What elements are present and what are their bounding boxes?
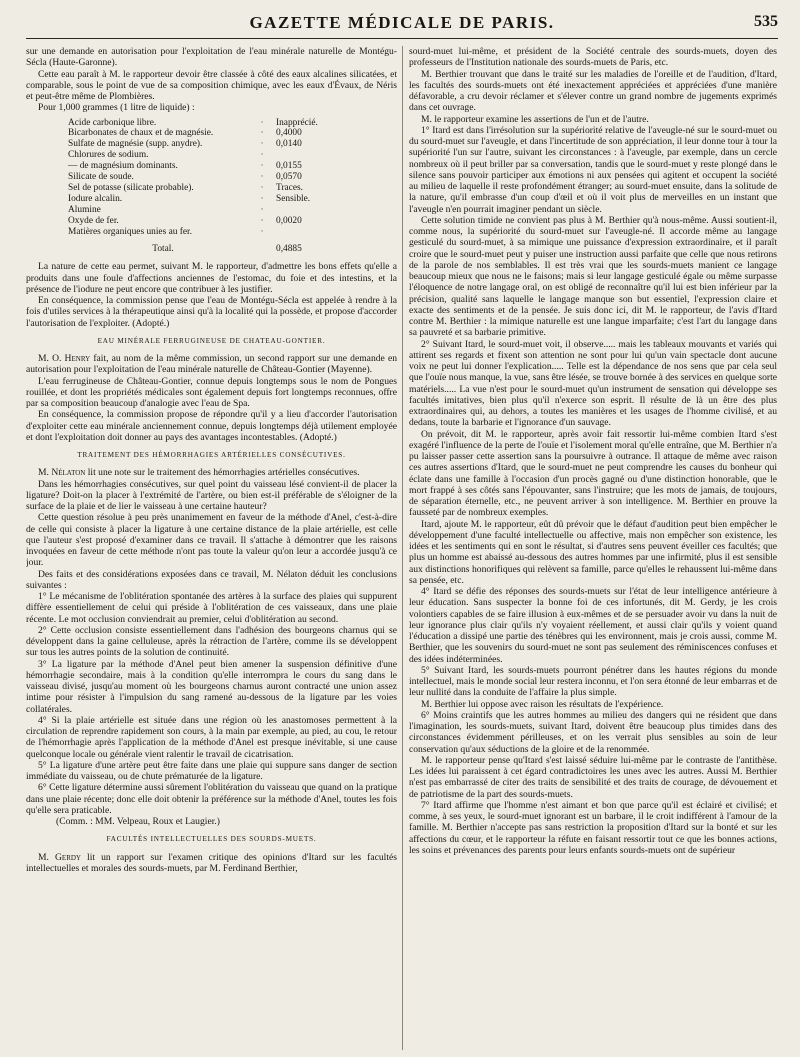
paragraph: Itard, ajoute M. le rapporteur, eût dû prévoir que le défaut d'audition peut bien empêcher le développement d'une faculté intellectuelle ou affective, mais non empêcher son existence, les idées et les sentiments qui en sont le résultat, si d'autres sens peuvent éveiller ces facultés; que plus un homme est abaissé au-dessous des autres hommes par une infirmité, plus il est sensible aux distinctions honorifiques qui relèvent sa famille, parce qu'elles le rehaussent lui-même dans sa pensée, etc. (409, 518, 777, 586)
analysis-row: — de magnésium dominants. · 0,0155 (68, 161, 318, 172)
analysis-substance: Iodure alcalin. (68, 193, 123, 204)
analysis-substance: Silicate de soude. (68, 172, 134, 183)
analysis-substance: — de magnésium dominants. (68, 161, 178, 172)
paragraph: M. le rapporteur pense qu'Itard s'est laissé séduire lui-même par le contraste de l'antithèse. Les idées lui paraissent à cet égard contradictoires les unes avec les autres. Aussi M. Berthier n'est pas embarrassé de citer des traits de sensibilité et des traits de courage, de dévouement et de patriotisme de la part des sourds-muets. (409, 754, 777, 800)
paragraph: 6° Moins craintifs que les autres hommes au milieu des dangers qui ne résident que dans l'imagination, les sourds-muets, suivant Itard, doivent être beaucoup plus timides dans des circonstances évidemment périlleuses, et on les verrait plus sensibles au soin de leur conservation qu'aux séductions de la gloire et de la renommée. (409, 709, 777, 755)
analysis-value: 0,4000 (276, 128, 302, 139)
analysis-row: Silicate de soude. · 0,0570 (68, 172, 318, 183)
running-header (26, 12, 778, 39)
paragraph: M. Gerdy lit un rapport sur l'examen critique des opinions d'Itard sur les facultés intellectuelles et morales des sourds-muets, par M. Ferdinand Berthier, (26, 851, 397, 874)
paragraph: 6° Cette ligature détermine aussi sûrement l'oblitération du vaisseau que quand on la pratique dans une plaie récente; donc elle doit obtenir la préférence sur la méthode d'Anel, toutes les fois qu'elle sera praticable. (26, 782, 397, 816)
analysis-value: Traces. (276, 182, 303, 193)
paragraph: sur une demande en autorisation pour l'exploitation de l'eau minérale naturelle de Montégu-Sécla (Haute-Garonne). (26, 46, 397, 69)
paragraph: 1° Itard est dans l'irrésolution sur la supériorité relative de l'aveugle-né sur le sourd-muet ou du sourd-muet sur l'aveugle, et dans l'incertitude de son appréciation, il leur donne tour à tour la supériorité l'un sur l'autre, suivant les circonstances : à l'aveugle, par exemple, dans un cercle nombreux où il peut briller par sa conversation, tandis que le sourd-muet y reste plongé dans le silence sans pouvoir participer aux émotions ni aux pensées qui agitent et occupent la société au milieu de laquelle il reste profondément étranger; au sourd-muet ensuite, dans la solitude de la nature, qu'il embrasse d'un coup d'œil et où il voit plus de merveilles en un instant que l'aveugle n'en pourrait imaginer pendant un siècle. (409, 124, 777, 215)
analysis-row: Oxyde de fer. · 0,0020 (68, 216, 318, 227)
analysis-substance: Sulfate de magnésie (supp. anydre). (68, 139, 203, 150)
analysis-value: 0,0155 (276, 161, 302, 172)
paragraph: On prévoit, dit M. le rapporteur, après avoir fait ressortir lui-même combien Itard s'est exagéré l'influence de la perte de l'ouïe et l'isolement moral qu'elle entraîne, que M. Berthier n'a pu laisser passer cette assertion sans la poursuivre à outrance. Il attaque de même avec raison ces autres assertions d'Itard, que le sourd-muet ne peut comprendre les causes du bonheur qui éclate dans une famille à l'occasion d'un procès gagné ou d'une distinction honorable, que le mort frappé à ses côtés sans l'épouvanter, sans l'instruire; que les mots de jamais, de toujours, de séparation éternelle, etc., ne peuvent arriver à son intelligence. M. Berthier en prouve la fausseté par de nombreux exemples. (409, 428, 777, 519)
paragraph: 5° Suivant Itard, les sourds-muets pourront pénétrer dans les hautes régions du monde intellectuel, mais le monde social leur restera inconnu, et l'on sera étonné de leur embarras et de leur nullité dans la conduite de l'affaire la plus simple. (409, 664, 777, 699)
section-heading: FACULTÉS INTELLECTUELLES DES SOURDS-MUETS. (106, 835, 317, 844)
analysis-row: Iodure alcalin. · Sensible. (68, 194, 318, 205)
total-label: Total. (152, 244, 174, 255)
analysis-substance: Chlorures de sodium. (68, 150, 149, 161)
analysis-value: Inapprécié. (276, 117, 318, 128)
paragraph: M. O. Henry fait, au nom de la même commission, un second rapport sur une demande en autorisation pour l'exploitation de l'eau minérale naturelle de Château-Gontier (Mayenne). (26, 353, 397, 376)
analysis-row: Acide carbonique libre. · Inapprécié. (68, 117, 318, 128)
paragraph: Pour 1,000 grammes (1 litre de liquide) : (38, 102, 195, 114)
paragraph: M. Berthier trouvant que dans le traité sur les maladies de l'oreille et de l'audition, d'Itard, les facultés des sourds-muets ont été inexactement appréciées et appréciées d'une manière défavorable, a cru devoir réclamer et s'élever contre un grand nombre de jugements exprimés dans cet ouvrage. (409, 68, 777, 114)
paragraph: Cette solution timide ne convient pas plus à M. Berthier qu'à nous-même. Aussi soutient-il, comme nous, la supériorité du sourd-muet sur l'aveugle-né. Il accorde même au langage gesticulé du sourd-muet, à sa mimique une puissance d'expression extraordinaire, et il paraît croire que le sourd-muet peut y puiser une instruction aussi parfaite que celle que nous retirons de la parole de nos semblables. Il est très vrai que les sourds-muets manient ce langage beaucoup mieux que nous ne le faisons; mais si leur langage gesticulé égale ou même surpasse l'éloquence de notre langage oral, on est obligé de reconnaître qu'il lui est bien inférieur par la précision, qualité sans laquelle le langage manque son but essentiel, l'expression claire et exacte des sentiments et de la pensée. Je suis donc ici, dit M. le rapporteur, de l'avis d'Itard contre M. Berthier : la mimique naturelle est une langue imparfaite; c'est l'art du langage dans sa pauvreté et sa barbarie primitive. (409, 214, 777, 339)
analysis-row: Alumine · (68, 205, 318, 216)
speaker-name: M. O. Henry (38, 353, 91, 365)
paragraph: 4° Itard se défie des réponses des sourds-muets sur l'état de leur intelligence antérieure à leur éducation. Sans suspecter la bonne foi de ces infortunés, dit M. Gerdy, je les crois volontiers capables de se faire illusion à eux-mêmes et de se persuader avoir vu dans la nuit de leur ignorance plus clair qu'ils n'y voyaient réellement, et aussi clair qu'ils y voient quand l'éducation a dissipé une partie des ténèbres qui les environnent, mais je crois aussi, comme M. Berthier, que les souvenirs du sourd-muet ne sont pas seulement des réminiscences confuses et des idées indéterminées. (409, 586, 777, 665)
analysis-row: Sulfate de magnésie (supp. anydre). · 0,0140 (68, 139, 318, 150)
total-row (68, 237, 318, 255)
paragraph: L'eau ferrugineuse de Château-Gontier, connue depuis longtemps sous le nom de Pongues rouillée, et dont les propriétés médicales sont également depuis fort longtemps reconnues, offre par sa composition beaucoup d'analogie avec l'eau de Spa. (26, 375, 397, 410)
paragraph: 3° La ligature par la méthode d'Anel peut bien amener la suspension définitive d'une hémorrhagie secondaire, mais à la condition qu'elle interrompra le cours du sang dans le vaisseau divisé, jusqu'au moment où les bourgeons charnus auront contracté une union assez intime pour résister à l'impulsion du sang ramené au-dessous de la ligature par les voies collatérales. (26, 658, 397, 715)
paragraph: Des faits et des considérations exposées dans ce travail, M. Nélaton déduit les conclusions suivantes : (26, 568, 397, 591)
paragraph: M. Berthier lui oppose avec raison les résultats de l'expérience. (421, 698, 664, 710)
analysis-value (266, 205, 318, 216)
paragraph: 7° Itard affirme que l'homme n'est aimant et bon que parce qu'il est éclairé et civilisé; et comme, à ses yeux, le sourd-muet ignorant est un barbare, il le croit indifférent à l'amour de la famille. M. Berthier n'accepte pas sans restriction la proposition d'Itard sur la bonté et sur les affections du cœur, et le rapporteur la réfute en faisant ressortir tout ce que les bonnes actions, les soins et prévenances des parents pour leurs enfants sourds-muets ont de supérieur (409, 799, 777, 856)
paragraph: 2° Cette occlusion consiste essentiellement dans l'adhésion des bourgeons charnus qui se développent dans la gaine celluleuse, après la rétraction de l'artère, comme ils se développent sur tous les autres points de la solution de continuité. (26, 624, 397, 659)
paragraph: sourd-muet lui-même, et président de la Société centrale des sourds-muets, doyen des professeurs de l'Institution nationale des sourds-muets de Paris, etc. (409, 46, 777, 69)
analysis-value (266, 227, 318, 238)
analysis-value: Sensible. (276, 193, 311, 204)
analysis-substance: Alumine (68, 204, 101, 215)
chemical-analysis-table (68, 118, 318, 256)
analysis-value (266, 150, 318, 161)
analysis-row: Bicarbonates de chaux et de magnésie. · 0,4000 (68, 128, 318, 139)
column-divider (402, 46, 403, 1050)
left-column (26, 46, 397, 1050)
paragraph: La nature de cette eau permet, suivant M. le rapporteur, d'admettre les bons effets qu'elle a produits dans une foule d'affections anciennes de l'estomac, du foie et des intestins, et la présence de l'iodure ne peut encore que contribuer à les justifier. (26, 261, 397, 295)
paragraph: 2° Suivant Itard, le sourd-muet voit, il observe..... mais les tableaux mouvants et variés qui attirent ses regards et fixent son attention ne sont pour lui qu'un vain spectacle dont aucune voix ne peut lui donner l'explication..... Telle est la dépendance de nos sens que par cela seul que l'ouïe nous manque, la vue, sans être lésée, se trouve bornée à des services en quelque sorte matériels..... La vue n'est pour le sourd-muet qu'un instrument de sensation qui développe ses facultés imitatives, bien plus qu'il n'exerce son esprit. Il résulte de là un être des plus extraordinaires qui, au dehors, a toutes les manières et les usages de l'homme civilisé, et au dedans, toute la barbarie et l'ignorance d'un sauvage. (409, 338, 777, 429)
paragraph: 1° Le mécanisme de l'oblitération spontanée des artères à la surface des plaies qui suppurent diffère essentiellement de celui qui préside à l'oblitération de ces vaisseaux, dans une plaie récente. Le mot occlusion conviendrait au premier, celui d'oblitération au second. (26, 591, 397, 625)
section-heading: EAU MINÉRALE FERRUGINEUSE DE CHATEAU-GONTIER. (97, 336, 326, 345)
paragraph: Cette question résolue à peu près unanimement en faveur de la méthode d'Anel, c'est-à-dire de celle qui consiste à placer la ligature à une certaine distance de la plaie artérielle, est celle que l'auteur s'est proposé d'examiner dans ce travail. Il s'attache à démontrer que les raisons invoquées en faveur de cette méthode n'ont pas toute la valeur qu'on leur a accordée jusqu'à ce jour. (26, 512, 397, 569)
analysis-row: Chlorures de sodium. · (68, 150, 318, 161)
total-value: 0,4885 (276, 244, 302, 255)
paragraph: M. le rapporteur examine les assertions de l'un et de l'autre. (421, 113, 649, 125)
analysis-value: 0,0570 (276, 172, 302, 183)
paragraph: En conséquence, la commission pense que l'eau de Montégu-Sécla est appelée à rendre à la fois d'utiles services à la thérapeutique ainsi qu'à la localité qui la possède, et propose d'accorder l'autorisation de l'exploiter. (Adopté.) (26, 295, 397, 329)
paragraph: En conséquence, la commission propose de répondre qu'il y a lieu d'accorder l'autorisation d'exploiter cette eau minérale anciennement connue, depuis longtemps déjà utilement employée et dont l'exploitation doit donner au pays des avantages incontestables. (Adopté.) (26, 409, 397, 443)
analysis-value: 0,0020 (276, 215, 302, 226)
journal-title: GAZETTE MÉDICALE DE PARIS. (249, 13, 555, 32)
paragraph: Cette eau paraît à M. le rapporteur devoir être classée à côté des eaux alcalines silicatées, et comparable, sous le point de vue de sa composition chimique, avec les eaux d'Évaux, de Néris et peut-être même de Plombières. (26, 68, 397, 102)
paragraph: 4° Si la plaie artérielle est située dans une région où les anastomoses permettent à la circulation de reprendre rapidement son cours, à la main par exemple, au pied, au cou, le retour de l'hémorrhagie après l'application de la méthode d'Anel est presque inévitable, si une cause quelconque locale ou générale vient ralentir le travail de cicatrisation. (26, 714, 397, 760)
analysis-row: Matières organiques unies au fer. · (68, 227, 318, 238)
analysis-substance: Oxyde de fer. (68, 215, 119, 226)
analysis-substance: Bicarbonates de chaux et de magnésie. (68, 128, 214, 139)
page-number: 535 (754, 13, 778, 30)
paragraph: Dans les hémorrhagies consécutives, sur quel point du vaisseau lésé convient-il de placer la ligature? Doit-on la placer à l'extrémité de l'artère, ou bien est-il préférable de s'éloigner de la surface de la plaie et de lier le vaisseau à une certaine hauteur? (26, 478, 397, 513)
analysis-substance: Acide carbonique libre. (68, 117, 157, 128)
analysis-value: 0,0140 (276, 139, 302, 150)
commission-note: (Comm. : MM. Velpeau, Roux et Laugier.) (56, 816, 220, 828)
speaker-name: M. Nélaton (38, 467, 86, 479)
paragraph: M. Nélaton lit une note sur le traitement des hémorrhagies artérielles consécutives. (38, 467, 360, 479)
right-column (409, 46, 777, 1050)
speaker-name: M. Gerdy (38, 851, 81, 863)
analysis-substance: Matières organiques unies au fer. (68, 226, 193, 237)
analysis-row: Sel de potasse (silicate probable). · Traces. (68, 183, 318, 194)
analysis-substance: Sel de potasse (silicate probable). (68, 182, 194, 193)
section-heading: TRAITEMENT DES HÉMORRHAGIES ARTÉRIELLES CONSÉCUTIVES. (77, 451, 346, 460)
paragraph: 5° La ligature d'une artère peut être faite dans une plaie qui suppure sans danger de section immédiate du vaisseau, ou de chute prématurée de la ligature. (26, 759, 397, 783)
